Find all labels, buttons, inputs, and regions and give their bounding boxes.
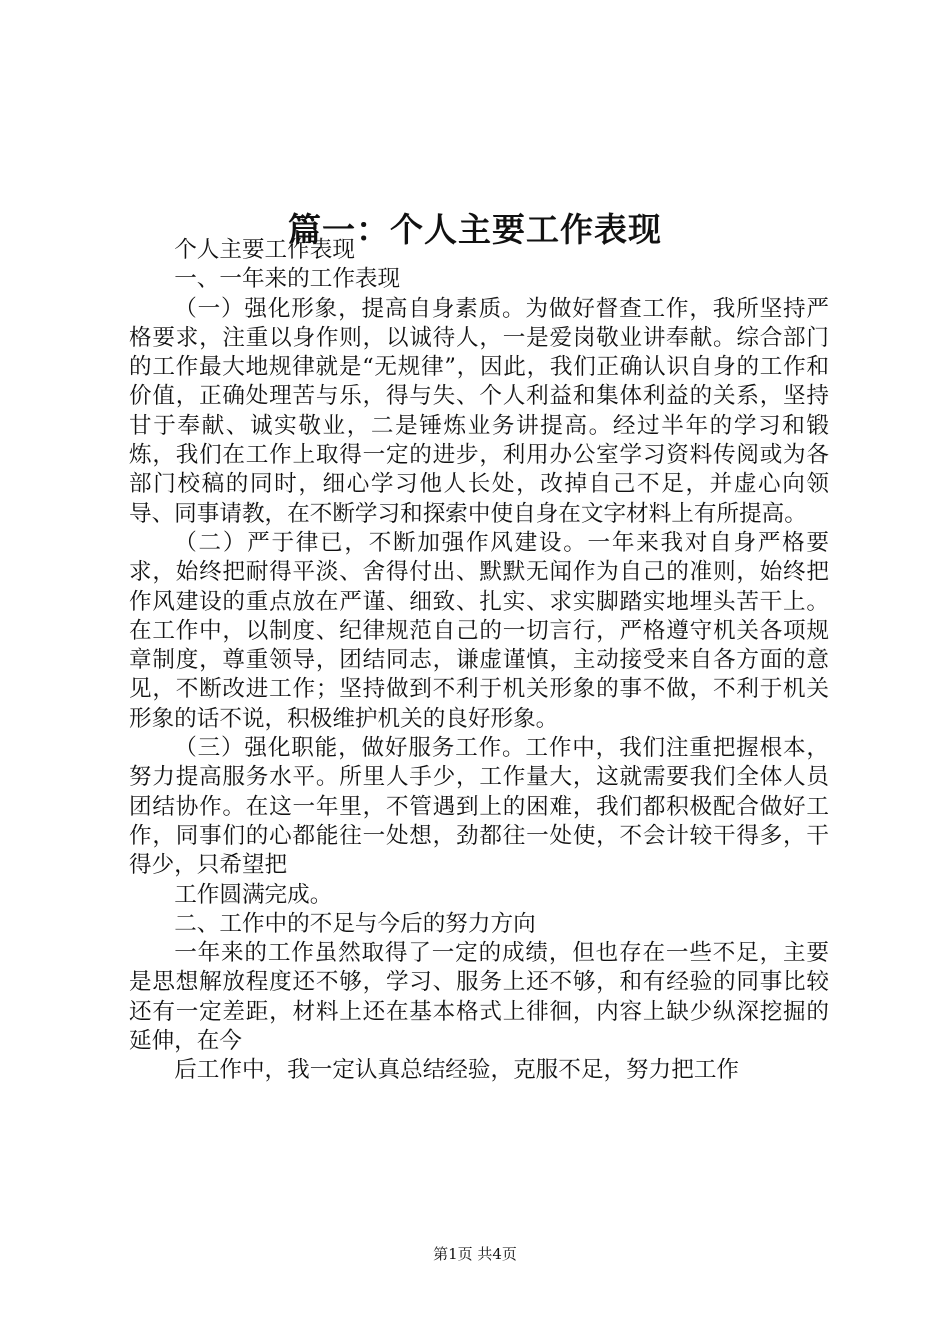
paragraph-item-2: （二）严于律已，不断加强作风建设。一年来我对自身严格要求，始终把耐得平淡、舍得付出、默默无闻作为自己的准则，始终把作风建设的重点放在严谨、细致、扎实、求实脚踏实地埋头苦干上。在工作中，以制度、纪律规范自己的一切言行，严格遵守机关各项规章制度，尊重领导，团结同志，谦虚谨慎，主动接受来自各方面的意见，不断改进工作；坚持做到不利于机关形象的事不做，不利于机关形象的话不说，积极维护机关的良好形象。 <box>129 529 829 732</box>
paragraph-shortcomings: 一年来的工作虽然取得了一定的成绩，但也存在一些不足，主要是思想解放程度还不够，学习、服务上还不够，和有经验的同事比较还有一定差距，材料上还在基本格式上徘徊，内容上缺少纵深挖掘的延伸，在今 <box>129 940 829 1055</box>
paragraph-future-work: 后工作中，我一定认真总结经验，克服不足，努力把工作 <box>174 1057 740 1084</box>
page-number-footer: 第1页 共4页 <box>433 1245 517 1263</box>
paragraph-subtitle: 个人主要工作表现 <box>174 237 355 263</box>
paragraph-section-heading-1: 一、一年来的工作表现 <box>174 266 401 293</box>
paragraph-section-heading-2: 二、工作中的不足与今后的努力方向 <box>174 910 536 937</box>
paragraph-item-3: （三）强化职能，做好服务工作。工作中，我们注重把握根本，努力提高服务水平。所里人手少，工作量大，这就需要我们全体人员团结协作。在这一年里，不管遇到上的困难，我们都积极配合做好工作，同事们的心都能往一处想，劲都往一处使，不会计较干得多，干得少，只希望把 <box>129 735 829 879</box>
document-title: 篇一：个人主要工作表现 <box>288 210 662 250</box>
paragraph-item-1: （一）强化形象，提高自身素质。为做好督查工作，我所坚持严格要求，注重以身作则，以诚待人，一是爱岗敬业讲奉献。综合部门的工作最大地规律就是“无规律”，因此，我们正确认识自身的工作和价值，正确处理苦与乐，得与失、个人利益和集体利益的关系，坚持甘于奉献、诚实敬业，二是锤炼业务讲提高。经过半年的学习和锻炼，我们在工作上取得一定的进步，利用办公室学习资料传阅或为各部门校稿的同时，细心学习他人长处，改掉自己不足，并虚心向领导、同事请教，在不断学习和探索中使自身在文字材料上有所提高。 <box>129 295 829 527</box>
paragraph-item-3-continued: 工作圆满完成。 <box>174 881 333 908</box>
document-body <box>129 236 829 1086</box>
